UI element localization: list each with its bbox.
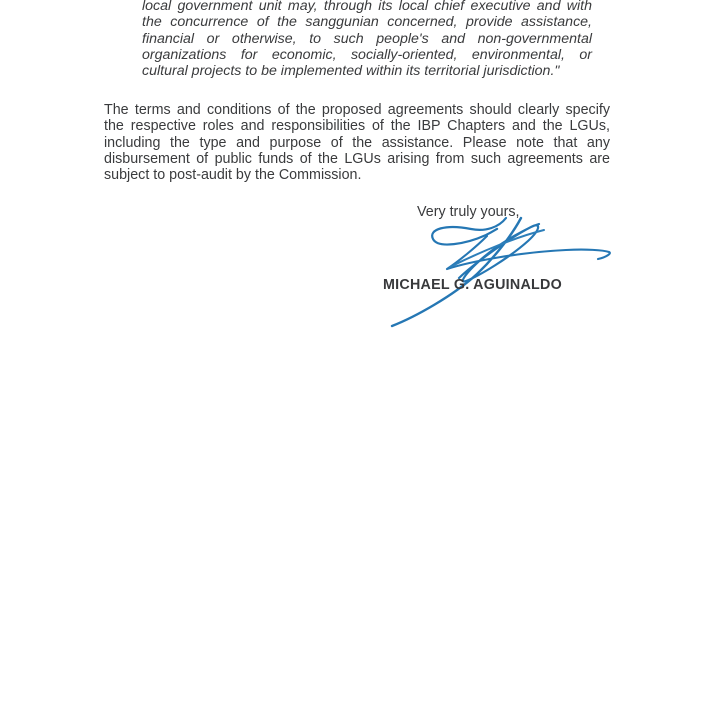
quote-line: cultural projects to be implemented within its territorial jurisdiction." (142, 63, 560, 80)
block-quotation (142, 0, 592, 79)
body-line: the respective roles and responsibilities of the IBP Chapters and the LGUs, (104, 118, 610, 135)
signatory-name: MICHAEL G. AGUINALDO (383, 277, 562, 293)
quote-line: organizations for economic, socially-oriented, environmental, or (142, 46, 592, 63)
body-line: subject to post-audit by the Commission. (104, 167, 362, 184)
body-line: The terms and conditions of the proposed agreements should clearly specify (104, 102, 610, 118)
quote-line: local government unit may, through its local chief executive and with (142, 0, 592, 14)
quote-line: financial or otherwise, to such people's and non-governmental (142, 30, 592, 47)
complimentary-close: Very truly yours, (417, 204, 520, 220)
body-paragraph (104, 102, 610, 183)
signature-ink (380, 210, 620, 335)
quote-line: the concurrence of the sanggunian concerned, provide assistance, (142, 14, 592, 31)
body-line: disbursement of public funds of the LGUs arising from such agreements are (104, 150, 610, 167)
body-line: including the type and purpose of the assistance. Please note that any (104, 134, 610, 151)
signature-stroke (392, 218, 521, 326)
signature-stroke (432, 218, 506, 245)
